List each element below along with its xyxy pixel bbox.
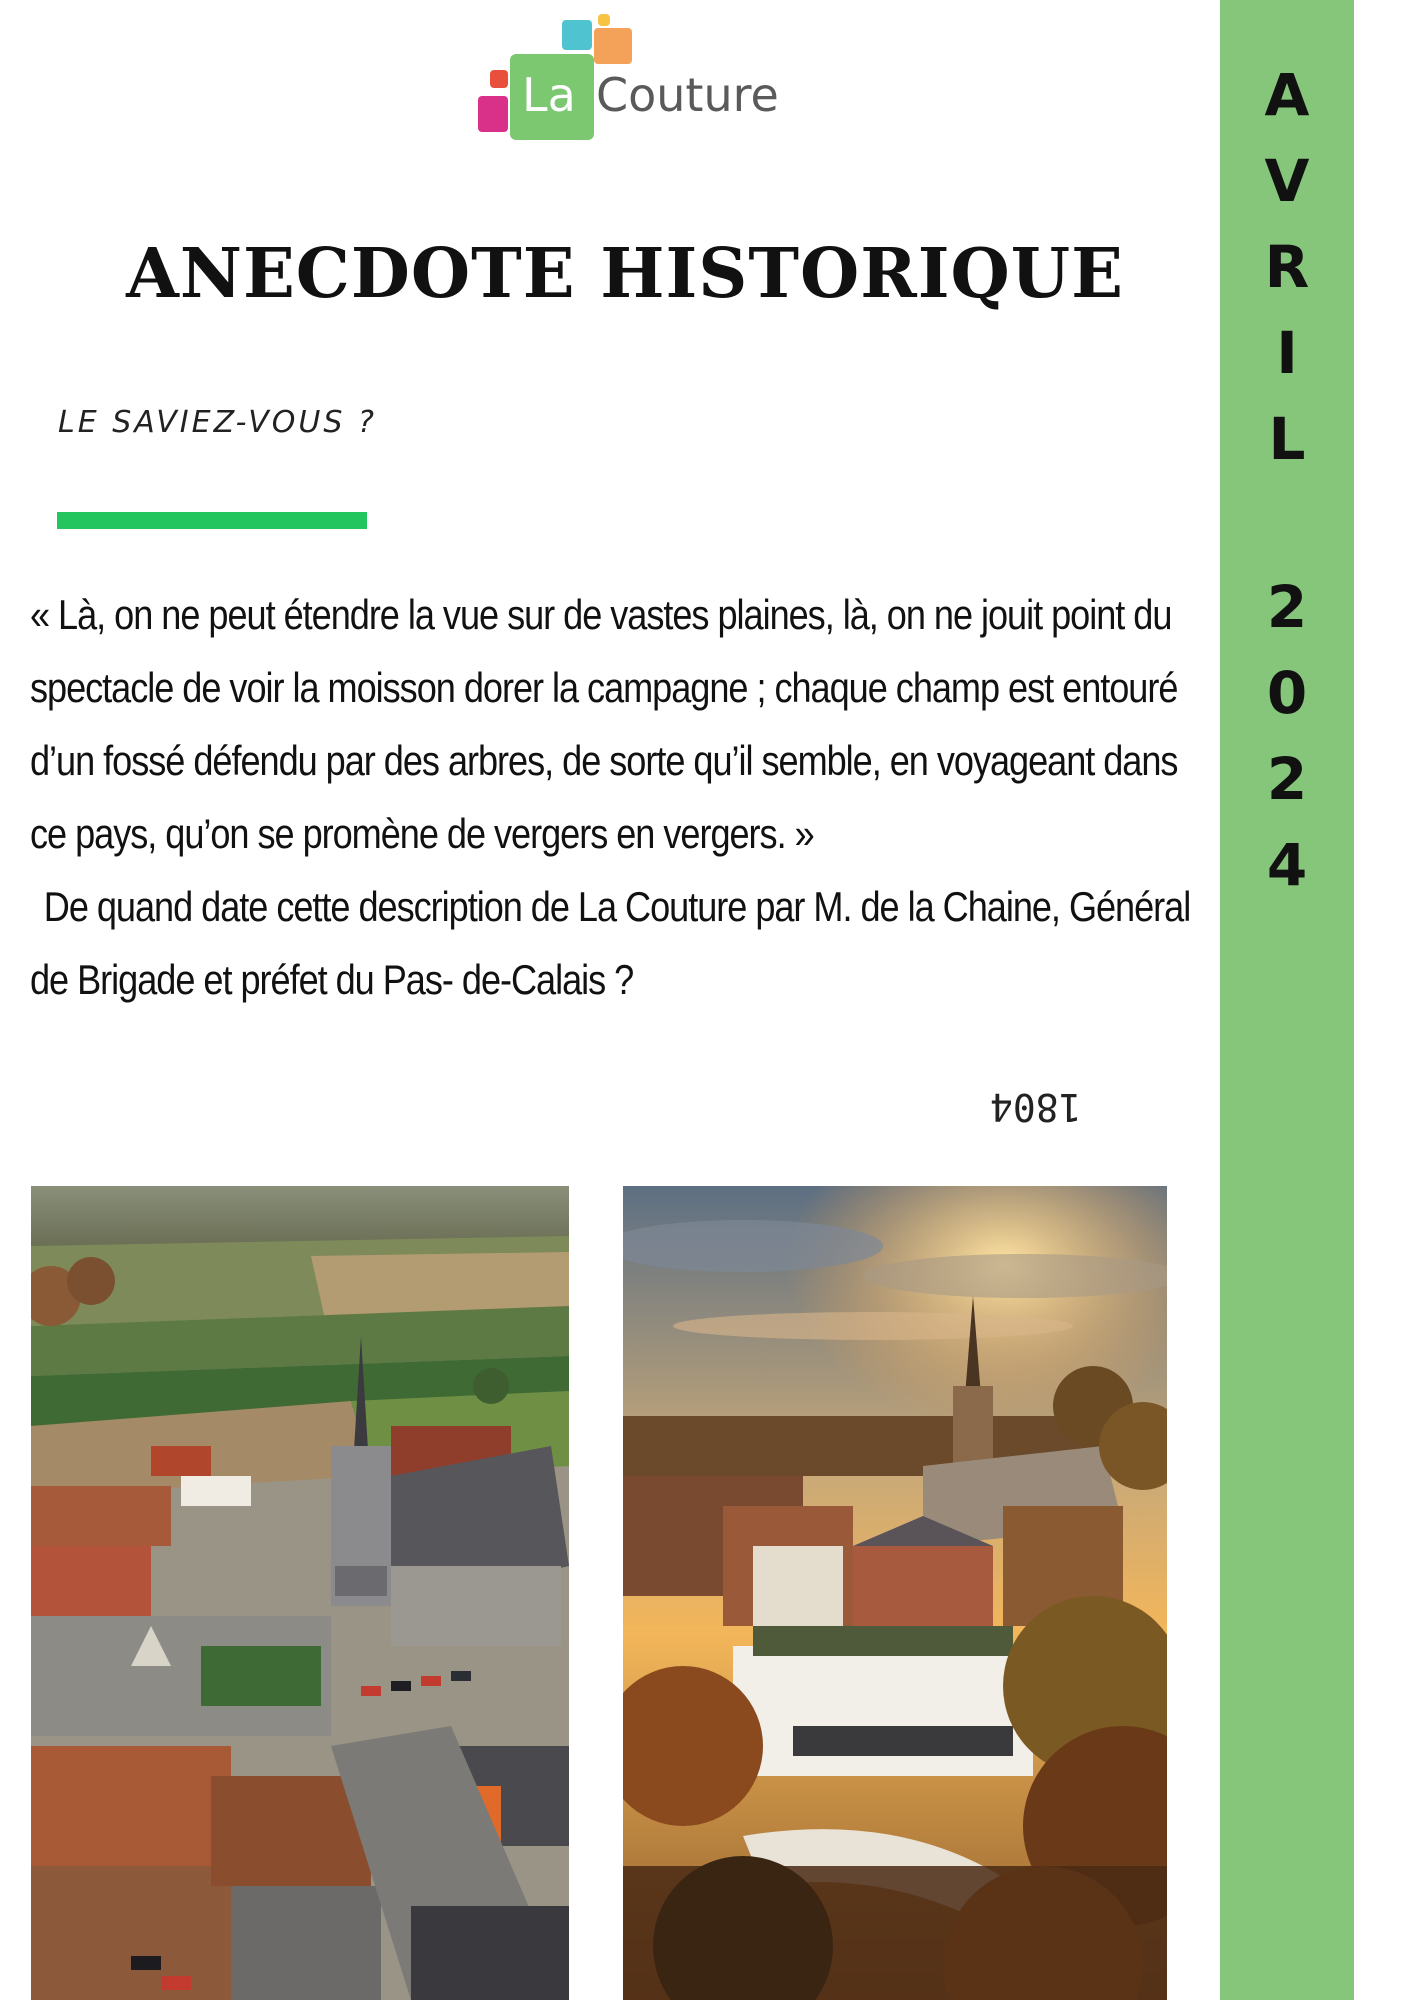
year-digit: 2 <box>1266 573 1308 641</box>
month-letter: V <box>1264 147 1310 215</box>
month-letter: A <box>1264 61 1310 129</box>
page-title: ANECDOTE HISTORIQUE <box>126 234 1124 314</box>
aerial-church-photo <box>31 1186 569 2000</box>
year-digit: 2 <box>1266 745 1308 813</box>
logo-square-pink <box>478 96 508 132</box>
upside-down-answer: 1804 <box>990 1085 1082 1129</box>
year-digit: 4 <box>1266 831 1308 899</box>
month-letter: I <box>1276 319 1298 387</box>
logo-square-cyan <box>562 20 592 50</box>
logo-square-orange <box>594 28 632 64</box>
accent-divider <box>57 512 367 529</box>
year-digit: 0 <box>1266 659 1308 727</box>
month-letter: R <box>1264 233 1310 301</box>
quote-paragraph: « Là, on ne peut étendre la vue sur de vastes plaines, là, on ne jouit point du spectacle de voir la moisson dorer la campagne ; chaque champ est entouré d’un fossé défendu par des arbres, de sorte qu’il semble, en voyageant dans ce pays, qu’on se promène de vergers en vergers. » <box>30 591 1178 857</box>
logo-name: Couture <box>596 68 779 122</box>
month-letter: L <box>1268 405 1306 473</box>
logo-square-yellow <box>598 14 610 26</box>
question-paragraph: De quand date cette description de La Couture par M. de la Chaine, Général de Brigade et préfet du Pas- de-Calais ? <box>30 883 1191 1003</box>
aerial-church-illustration <box>31 1186 569 2000</box>
subtitle: LE SAVIEZ-VOUS ? <box>58 405 377 440</box>
logo-square-red <box>490 70 508 88</box>
month-side-band <box>1220 0 1354 2000</box>
anecdote-text <box>30 578 1210 1016</box>
sunset-village-photo <box>623 1186 1167 2000</box>
la-couture-logo <box>478 14 838 144</box>
sunset-village-illustration <box>623 1186 1167 2000</box>
logo-prefix: La <box>522 68 576 122</box>
